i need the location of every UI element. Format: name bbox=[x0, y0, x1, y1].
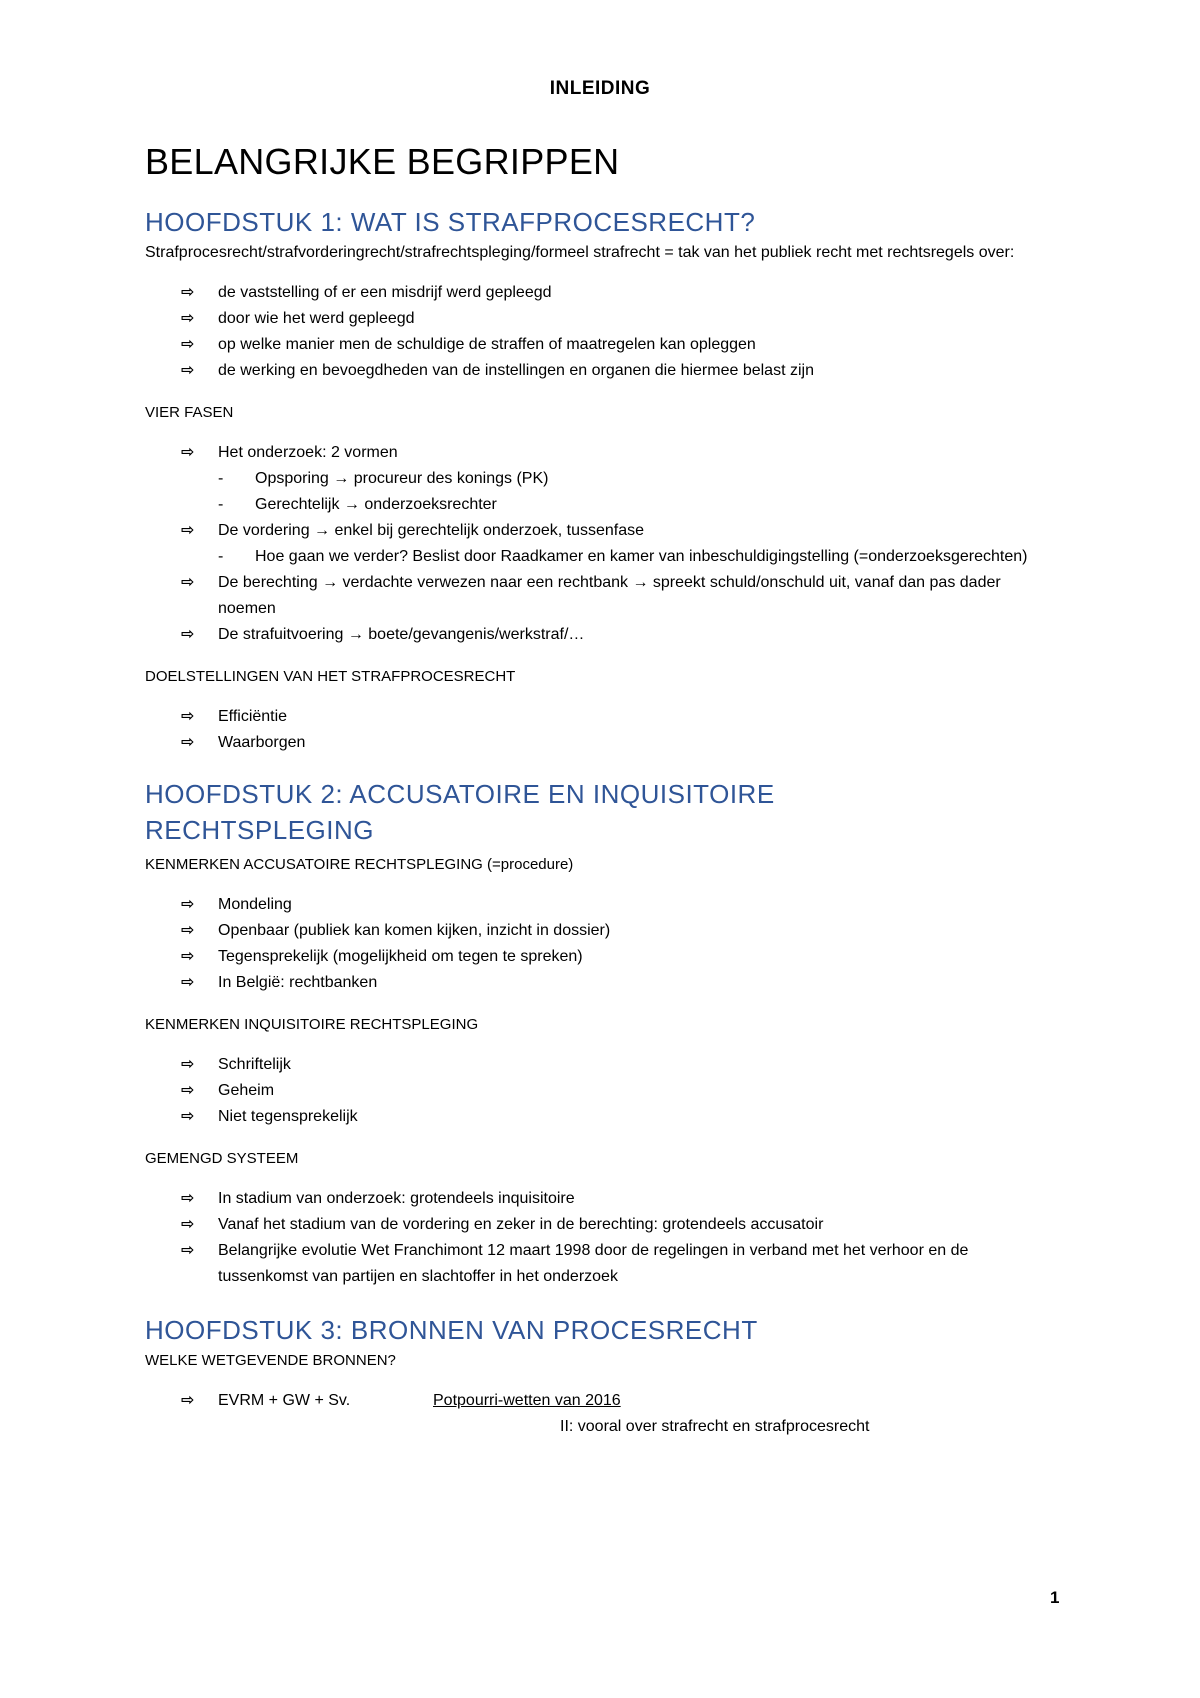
bronnen-item: EVRM + GW + Sv. bbox=[218, 1392, 351, 1409]
gemengd-list bbox=[145, 1186, 1060, 1290]
arrow-icon: ⇨ bbox=[181, 310, 195, 327]
arrow-icon: ⇨ bbox=[181, 922, 195, 939]
sub-list bbox=[218, 466, 1060, 518]
list-item: ⇨ Geheim bbox=[145, 1078, 1060, 1104]
list-item: ⇨ Efficiëntie bbox=[145, 704, 1060, 730]
arrow-icon: ⇨ bbox=[181, 626, 195, 643]
arrow-icon: ⇨ bbox=[181, 1056, 195, 1073]
sub-list-item: - Opsporing → procureur des konings (PK) bbox=[218, 470, 549, 487]
arrow-icon: ⇨ bbox=[181, 974, 195, 991]
list-item: ⇨ Niet tegensprekelijk bbox=[145, 1104, 1060, 1130]
list-item: ⇨ De strafuitvoering → boete/gevangenis/werkstraf/… bbox=[145, 622, 1060, 648]
list-item: ⇨ Mondeling bbox=[145, 892, 1060, 918]
list-item: ⇨ Openbaar (publiek kan komen kijken, inzicht in dossier) bbox=[145, 918, 1060, 944]
list-item: ⇨ Vanaf het stadium van de vordering en zeker in de berechting: grotendeels accusatoir bbox=[145, 1212, 1060, 1238]
arrow-icon: ⇨ bbox=[181, 708, 195, 725]
arrow-icon: ⇨ bbox=[181, 362, 195, 379]
arrow-icon: ⇨ bbox=[181, 1216, 195, 1233]
page-header: INLEIDING bbox=[549, 78, 651, 99]
accusatoir-label: KENMERKEN ACCUSATOIRE RECHTSPLEGING (=procedure) bbox=[145, 856, 574, 873]
arrow-icon: ⇨ bbox=[181, 522, 195, 539]
page-content bbox=[145, 140, 1060, 1440]
sub-list bbox=[218, 544, 1060, 570]
fasen-list bbox=[145, 440, 1060, 648]
potpourri-heading: Potpourri-wetten van 2016 bbox=[433, 1392, 621, 1409]
list-item: ⇨ op welke manier men de schuldige de straffen of maatregelen kan opleggen bbox=[145, 332, 1060, 358]
list-item: ⇨ In België: rechtbanken bbox=[145, 970, 1060, 996]
arrow-icon: ⇨ bbox=[181, 1190, 195, 1207]
list-item bbox=[145, 1388, 1060, 1414]
bronnen-label: WELKE WETGEVENDE BRONNEN? bbox=[145, 1352, 396, 1369]
document-title: BELANGRIJKE BEGRIPPEN bbox=[145, 141, 620, 182]
arrow-icon: ⇨ bbox=[181, 1392, 195, 1409]
arrow-icon: ⇨ bbox=[181, 284, 195, 301]
arrow-icon: ⇨ bbox=[181, 734, 195, 751]
inquisitoir-list bbox=[145, 1052, 1060, 1130]
list-item: ⇨ de werking en bevoegdheden van de instellingen en organen die hiermee belast zijn bbox=[145, 358, 1060, 384]
list-item: ⇨ De vordering → enkel bij gerechtelijk onderzoek, tussenfase - Hoe gaan we verder? Beslist door Raadkamer en kamer van inbeschuldigingstelling (=onderzoeksgerechten) bbox=[145, 518, 1060, 570]
chapter-1-heading: HOOFDSTUK 1: WAT IS STRAFPROCESRECHT? bbox=[145, 207, 756, 237]
chapter-1-intro: Strafprocesrecht/strafvorderingrecht/strafrechtspleging/formeel strafrecht = tak van het publiek recht met rechtsregels over: bbox=[145, 244, 1015, 261]
arrow-icon: ⇨ bbox=[181, 336, 195, 353]
list-item: ⇨ de vaststelling of er een misdrijf werd gepleegd bbox=[145, 280, 1060, 306]
arrow-icon: ⇨ bbox=[181, 444, 195, 461]
arrow-icon: ⇨ bbox=[181, 1108, 195, 1125]
accusatoir-list bbox=[145, 892, 1060, 996]
list-item: ⇨ Tegensprekelijk (mogelijkheid om tegen te spreken) bbox=[145, 944, 1060, 970]
list-item: ⇨ In stadium van onderzoek: grotendeels inquisitoire bbox=[145, 1186, 1060, 1212]
list-item: ⇨ door wie het werd gepleegd bbox=[145, 306, 1060, 332]
list-item: ⇨ Belangrijke evolutie Wet Franchimont 12 maart 1998 door de regelingen in verband met het verhoor en de tussenkomst van partijen en slachtoffer in het onderzoek bbox=[145, 1238, 1060, 1290]
list-item: ⇨ De berechting → verdachte verwezen naar een rechtbank → spreekt schuld/onschuld uit, vanaf dan pas dader noemen bbox=[145, 570, 1060, 622]
arrow-icon: ⇨ bbox=[181, 1082, 195, 1099]
list-item: ⇨ Het onderzoek: 2 vormen - Opsporing → procureur des konings (PK) - Gerechtelijk → onderzoeksrechter bbox=[145, 440, 1060, 518]
vier-fasen-label: VIER FASEN bbox=[145, 404, 234, 421]
sub-list-item: - Hoe gaan we verder? Beslist door Raadkamer en kamer van inbeschuldigingstelling (=onderzoeksgerechten) bbox=[218, 548, 1028, 565]
list-item: ⇨ Waarborgen bbox=[145, 730, 1060, 756]
list-item: ⇨ Schriftelijk bbox=[145, 1052, 1060, 1078]
inquisitoir-label: KENMERKEN INQUISITOIRE RECHTSPLEGING bbox=[145, 1016, 479, 1033]
potpourri-note: II: vooral over strafrecht en strafprocesrecht bbox=[560, 1418, 870, 1435]
arrow-icon: ⇨ bbox=[181, 896, 195, 913]
sub-list-item: - Gerechtelijk → onderzoeksrechter bbox=[218, 496, 497, 513]
doelstellingen-label: DOELSTELLINGEN VAN HET STRAFPROCESRECHT bbox=[145, 668, 516, 685]
chapter-3-heading: HOOFDSTUK 3: BRONNEN VAN PROCESRECHT bbox=[145, 1315, 758, 1345]
chapter-2-heading: HOOFDSTUK 2: ACCUSATOIRE EN INQUISITOIRE RECHTSPLEGING bbox=[145, 779, 775, 845]
arrow-icon: ⇨ bbox=[181, 574, 195, 591]
arrow-icon: ⇨ bbox=[181, 948, 195, 965]
doelstellingen-list bbox=[145, 704, 1060, 756]
bronnen-list bbox=[145, 1388, 1060, 1414]
gemengd-label: GEMENGD SYSTEEM bbox=[145, 1150, 299, 1167]
page-number: 1 bbox=[1050, 1588, 1060, 1607]
arrow-icon: ⇨ bbox=[181, 1242, 195, 1259]
chapter-1-list bbox=[145, 280, 1060, 384]
